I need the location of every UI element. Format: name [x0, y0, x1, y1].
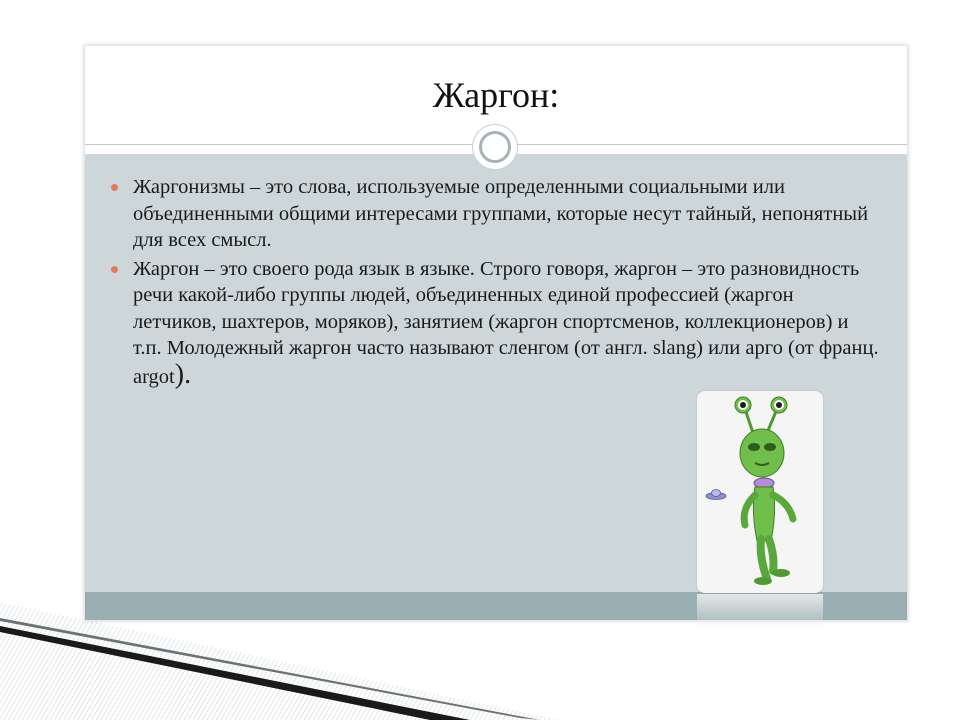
ring-inner [479, 131, 511, 163]
alien-reflection [697, 594, 823, 632]
bullet-list [109, 174, 879, 392]
bullet-item [109, 174, 879, 254]
slide [84, 45, 908, 621]
slide-title: Жаргон: [432, 75, 560, 115]
bullet-text: Жаргонизмы – это слова, используемые определенными социальными или объединенными общими интересами группами, которые несут тайный, непонятный для всех смысл. [133, 176, 869, 251]
bullet-closing: ). [174, 358, 192, 390]
ring-icon [472, 124, 518, 170]
bullet-marker-icon [111, 266, 118, 273]
bullet-text: Жаргон – это своего рода язык в языке. Строго говоря, жаргон – это разновидность речи какой-либо группы людей, объединенных единой профессией (жаргон летчиков, шахтеров, моряков), занятием (жаргон спортсменов, коллекционеров) и т.п. Молодежный жаргон часто называют сленгом (от англ. slang) или арго (от франц. argot [133, 257, 879, 388]
bullet-item [109, 256, 879, 391]
bullet-marker-icon [111, 184, 118, 191]
ufo-icon [705, 487, 727, 501]
